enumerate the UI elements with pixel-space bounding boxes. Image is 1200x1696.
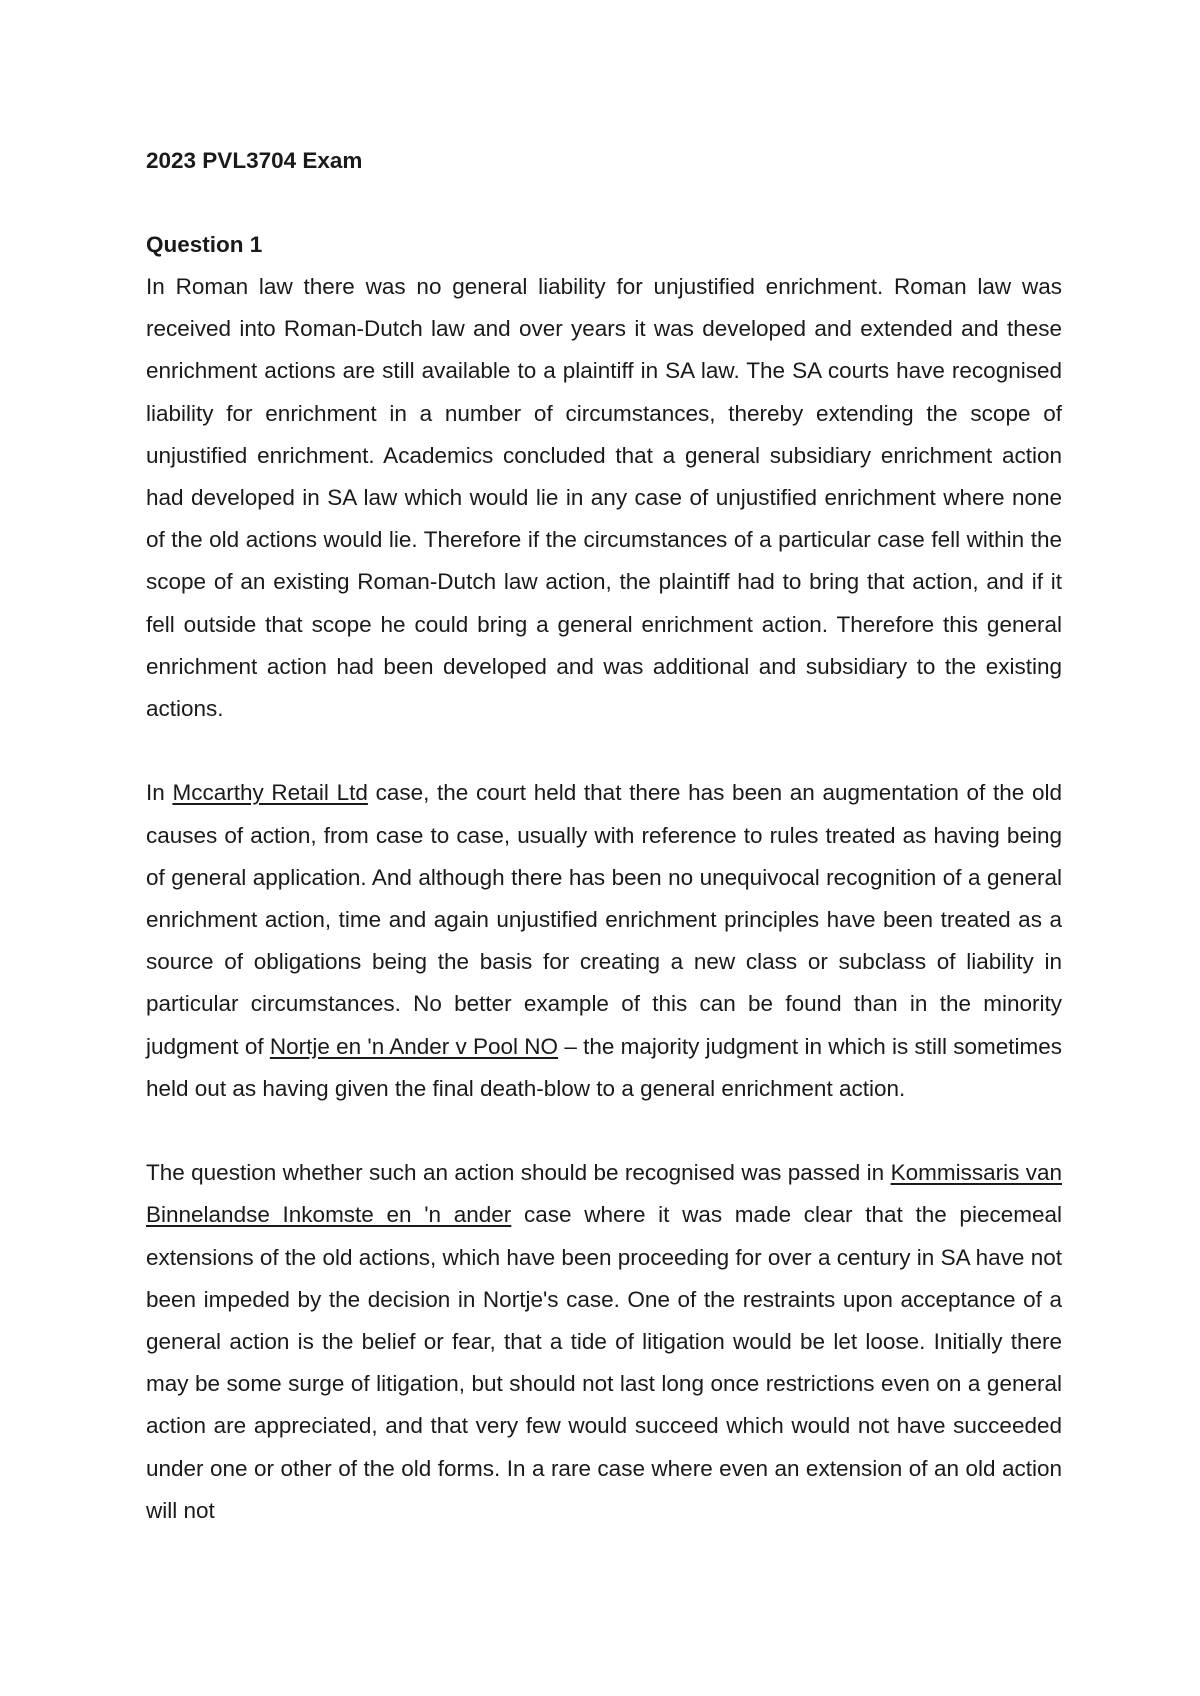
paragraph-2: [146, 772, 1062, 1110]
case-citation-nortje: Nortje en 'n Ander v Pool NO: [269, 1033, 559, 1059]
case-citation-mccarthy: Mccarthy Retail Ltd: [172, 780, 368, 806]
document-title: 2023 PVL3704 Exam: [146, 148, 363, 173]
document-page: [146, 140, 1062, 1532]
paragraph-2-text-b: case, the court held that there has been an augmentation of the old causes of action, from case to case, usually with reference to rules treated as having being of general application. And although there has been no unequivocal recognition of a general enrichment action, time and again unjustified enrichment principles have been treated as a source of obligations being the basis for creating a new class or subclass of liability in particular circumstances. No better example of this can be found than in the minority judgment of: [146, 780, 1062, 1059]
paragraph-3-text-b: case where it was made clear that the piecemeal extensions of the old actions, which have been proceeding for over a century in SA have not been impeded by the decision in Nortje's case. One of the restraints upon acceptance of a general action is the belief or fear, that a tide of litigation would be let loose. Initially there may be some surge of litigation, but should not last long once restrictions even on a general action are appreciated, and that very few would succeed which would not have succeeded under one or other of the old forms. In a rare case where even an extension of an old action will not: [146, 1202, 1062, 1523]
paragraph-1: In Roman law there was no general liability for unjustified enrichment. Roman law was received into Roman-Dutch law and over years it was developed and extended and these enrichment actions are still available to a plaintiff in SA law. The SA courts have recognised liability for enrichment in a number of circumstances, thereby extending the scope of unjustified enrichment. Academics concluded that a general subsidiary enrichment action had developed in SA law which would lie in any case of unjustified enrichment where none of the old actions would lie. Therefore if the circumstances of a particular case fell within the scope of an existing Roman-Dutch law action, the plaintiff had to bring that action, and if it fell outside that scope he could bring a general enrichment action. Therefore this general enrichment action had been developed and was additional and subsidiary to the existing actions.: [146, 274, 1062, 722]
paragraph-2-text-a: In: [146, 780, 173, 806]
question-heading: Question 1: [146, 232, 263, 257]
paragraph-2-text-c: – the majority judgment in which is still sometimes held out as having given the final death-blow to a general enrichment action.: [146, 1033, 1063, 1101]
paragraph-3: [146, 1152, 1062, 1532]
paragraph-3-text-a: The question whether such an action should be recognised was passed in: [146, 1160, 891, 1186]
case-citation-kommissaris: Kommissaris van Binnelandse Inkomste en 'n ander: [146, 1160, 1062, 1228]
